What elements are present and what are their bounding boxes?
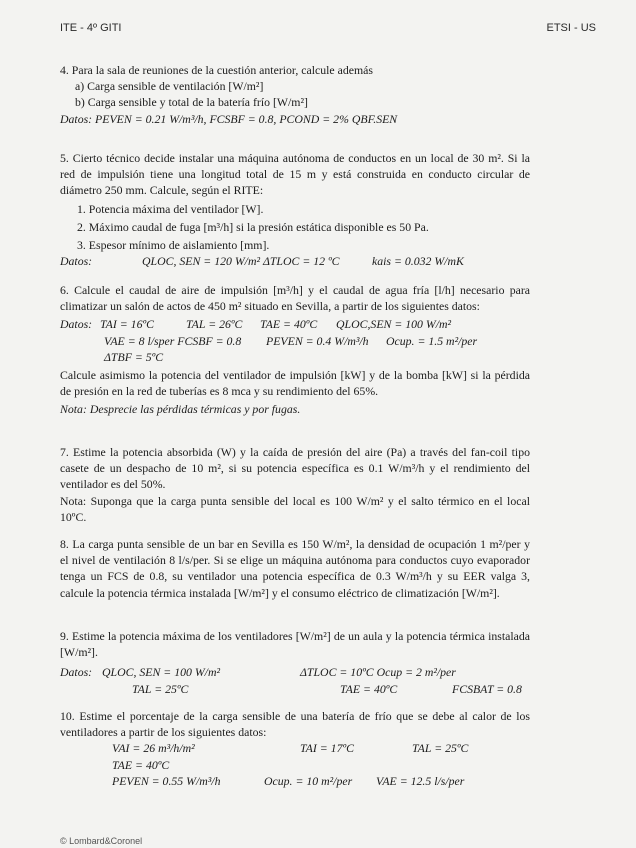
- q9-intro: 9. Estime la potencia máxima de los ventiladores [W/m²] de un aula y la potencia térmica instalada [W/m²].: [60, 629, 530, 660]
- q6-datos-row-2: [60, 333, 530, 349]
- q5-datos-1: QLOC, SEN = 120 W/m² ΔTLOC = 12 ºC: [142, 254, 340, 269]
- q10-intro: 10. Estime el porcentaje de la carga sensible de una batería de frío que se debe al calor de los ventiladores a partir de los siguientes datos:: [60, 709, 530, 740]
- q7-intro: 7. Estime la potencia absorbida (W) y la caída de presión del aire (Pa) a través del fan-coil tipo casete de un despacho de 10 m², si su potencia específica es 0.1 W/m³/h y el rendimiento del ventilador es del 50%.: [60, 445, 530, 492]
- q9-qlocsen: QLOC, SEN = 100 W/m²: [102, 665, 221, 680]
- q10-tai: TAI = 17ºC: [300, 741, 355, 756]
- header-course: ITE - 4º GITI: [60, 22, 122, 34]
- q6-tai: TAI = 16ºC: [100, 317, 155, 332]
- q6-nota: Nota: Desprecie las pérdidas térmicas y por fugas.: [60, 402, 301, 417]
- q9-tae: TAE = 40ºC: [340, 681, 398, 696]
- q4-item-a: a) Carga sensible de ventilación [W/m²]: [75, 79, 264, 94]
- q6-tae: TAE = 40ºC: [260, 317, 318, 332]
- q10-ocup: Ocup. = 10 m²/per: [264, 773, 353, 788]
- q6-ocup: Ocup. = 1.5 m²/per: [386, 333, 478, 348]
- q6-datos-row-1: [60, 316, 530, 332]
- q10-datos-row-1: [60, 740, 530, 756]
- q6-qlocsen: QLOC,SEN = 100 W/m²: [336, 317, 452, 332]
- question-7: [60, 444, 530, 525]
- q9-tal: TAL = 25ºC: [132, 681, 189, 696]
- q6-intro: 6. Calcule el caudal de aire de impulsión [m³/h] y el caudal de agua fría [l/h] necesario para climatizar un salón de actos de 450 m² situado en Sevilla, a partir de los siguientes datos:: [60, 283, 530, 314]
- q10-datos-row-2: [60, 757, 530, 773]
- q6-text2: Calcule asimismo la potencia del ventilador de impulsión [kW] y de la bomba [kW] si la pérdida de presión en la red de tuberías es 8 mca y su rendimiento del 65%.: [60, 367, 530, 399]
- q9-datos-row-2: [60, 681, 530, 697]
- q5-datos-label: Datos:: [60, 254, 93, 269]
- q9-datos-label: Datos:: [60, 665, 93, 680]
- q6-tal: TAL = 26ºC: [186, 317, 243, 332]
- q5-datos-row: [60, 253, 530, 269]
- footer-copyright: © Lombard&Coronel: [60, 836, 143, 846]
- header-school: ETSI - US: [546, 22, 596, 34]
- question-6: [60, 282, 530, 418]
- q5-item-1: 1. Potencia máxima del ventilador [W].: [77, 201, 264, 216]
- q7-nota: Nota: Suponga que la carga punta sensible del local es 100 W/m² y el salto térmico en el local 10ºC.: [60, 493, 530, 524]
- question-10: [60, 708, 530, 789]
- q10-vai: VAI = 26 m³/h/m²: [112, 741, 195, 756]
- q10-vae: VAE = 12.5 l/s/per: [376, 773, 465, 788]
- q9-fcsbat: FCSBAT = 0.8: [452, 681, 522, 696]
- q4-datos: Datos: PEVEN = 0.21 W/m³/h, FCSBF = 0.8, PCOND = 2% QBF.SEN: [60, 111, 398, 126]
- q6-dtbf: ΔTBF = 5ºC: [104, 349, 164, 364]
- q8-text: 8. La carga punta sensible de un bar en Sevilla es 150 W/m², la densidad de ocupación 1 m²/per y el nivel de ventilación 8 l/s/per. Si se elige un máquina autónoma para conductos cuyo evaporador tenga un FCS de 0.8, su ventilador una potencia específica de 0.3 W/m³/h y su EER valga 3, calcule la potencia térmica instalada [W/m²] y el consumo eléctrico de climatización [W/m²].: [60, 537, 530, 600]
- question-5: [60, 150, 530, 269]
- q10-peven: PEVEN = 0.55 W/m³/h: [112, 773, 221, 788]
- q5-item-2: 2. Máximo caudal de fuga [m³/h] si la presión estática disponible es 50 Pa.: [77, 219, 429, 234]
- q4-item-b: b) Carga sensible y total de la batería frío [W/m²]: [75, 95, 308, 110]
- q5-intro: 5. Cierto técnico decide instalar una máquina autónoma de conductos en un local de 30 m². Si la red de impulsión tiene una longitud total de 15 m y está construida en conducto circular de diámetro 250 mm. Calcule, según el RITE:: [60, 151, 530, 198]
- q10-tae: TAE = 40ºC: [112, 757, 170, 772]
- question-9: [60, 628, 530, 697]
- question-8: [60, 536, 530, 601]
- q4-intro: 4. Para la sala de reuniones de la cuestión anterior, calcule además: [60, 63, 373, 77]
- q5-item-3: 3. Espesor mínimo de aislamiento [mm].: [77, 238, 270, 253]
- q6-datos-row-3: [60, 349, 530, 365]
- q6-vae-fcs: VAE = 8 l/sper FCSBF = 0.8: [104, 333, 242, 348]
- q5-datos-2: kais = 0.032 W/mK: [372, 254, 464, 269]
- q6-datos-label: Datos:: [60, 317, 93, 332]
- question-4: [60, 62, 530, 127]
- q10-datos-row-3: [60, 773, 530, 789]
- q6-peven: PEVEN = 0.4 W/m³/h: [266, 333, 369, 348]
- q10-tal: TAL = 25ºC: [412, 741, 469, 756]
- q9-dtloc-ocup: ΔTLOC = 10ºC Ocup = 2 m²/per: [300, 665, 456, 680]
- q9-datos-row-1: [60, 664, 530, 680]
